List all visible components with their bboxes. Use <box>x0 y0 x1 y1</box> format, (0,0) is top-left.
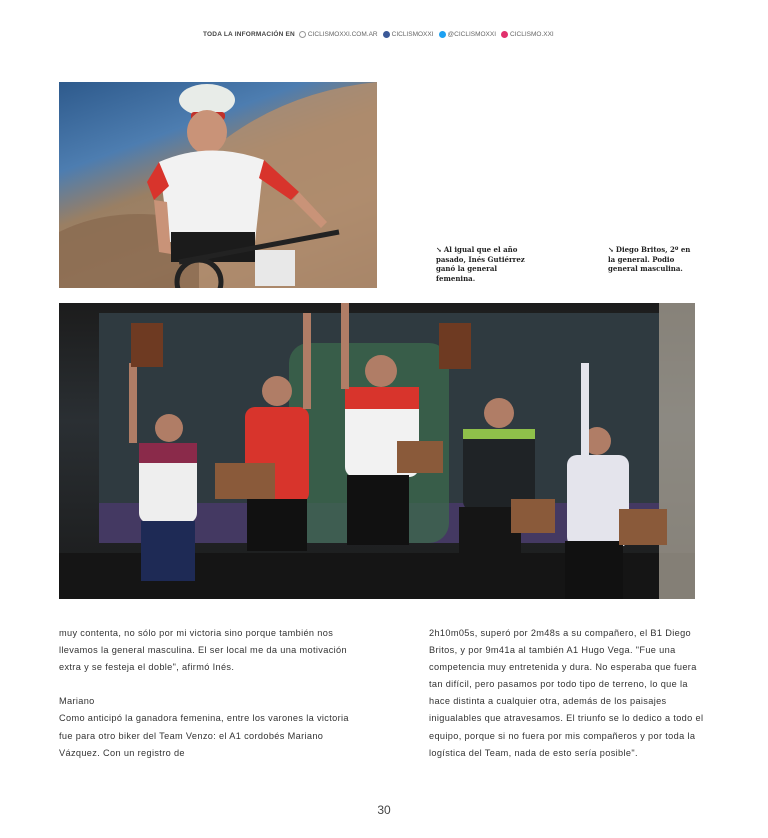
left-paragraph-2: Como anticipó la ganadora femenina, entre los varones la victoria fue para otro biker del Team Venzo: el A1 cordobés Mariano Vázquez. Con un registro de <box>59 713 349 758</box>
header-link-twitter[interactable] <box>439 31 497 38</box>
header-link-instagram[interactable] <box>501 31 554 38</box>
rider-illustration <box>59 82 377 288</box>
podium-illustration <box>59 303 695 599</box>
caption-first <box>436 245 526 283</box>
header-lead: TODA LA INFORMACIÓN EN <box>203 30 295 38</box>
header-link-web-text: CICLISMOXXI.COM.AR <box>307 30 378 38</box>
caption-second <box>608 245 698 274</box>
twitter-icon <box>439 31 446 38</box>
instagram-icon <box>501 31 508 38</box>
article-left-column <box>59 625 349 762</box>
left-paragraph-1: muy contenta, no sólo por mi victoria sino porque también nos llevamos la general masculina. El ser local me da una motivación extra y se festeja el doble", afirmó Inés. <box>59 628 347 673</box>
facebook-icon <box>383 31 390 38</box>
header-link-twitter-text: @CICLISMOXXI <box>447 30 497 38</box>
caption-first-text: Al igual que el año pasado, Inés Gutiérrez ganó la general femenina. <box>436 245 525 283</box>
article-right-column <box>429 625 709 762</box>
web-icon <box>299 31 306 38</box>
left-subheading: Mariano <box>59 696 95 707</box>
page-header <box>203 28 559 40</box>
arrow-down-right-icon: ↘ <box>608 245 614 254</box>
header-link-facebook-text: CICLISMOXXI <box>391 30 434 38</box>
right-paragraph-1: 2h10m05s, superó por 2m48s a su compañero, el B1 Diego Britos, y por 9m41a al también A1 Hugo Vega. "Fue una competencia muy entretenida y dura. No esperaba que fuera tan difícil, pero pasamos por todo tipo de terreno, lo que la hace distinta a cualquier otra, además de los paisajes inigualables que atravesamos. El triunfo se lo dedico a todo el equipo, porque si no fuera por mis compañeros y por toda la logística del Team, nada de esto sería posible". <box>429 628 704 758</box>
page-number: 30 <box>377 803 391 817</box>
header-link-web[interactable] <box>299 31 378 38</box>
caption-second-text: Diego Britos, 2º en la general. Podio general masculina. <box>608 245 691 273</box>
podium-photo <box>59 303 695 599</box>
header-link-facebook[interactable] <box>383 31 434 38</box>
rider-photo <box>59 82 377 288</box>
arrow-down-right-icon: ↘ <box>436 245 442 254</box>
header-link-instagram-text: CICLISMO.XXI <box>510 30 554 38</box>
